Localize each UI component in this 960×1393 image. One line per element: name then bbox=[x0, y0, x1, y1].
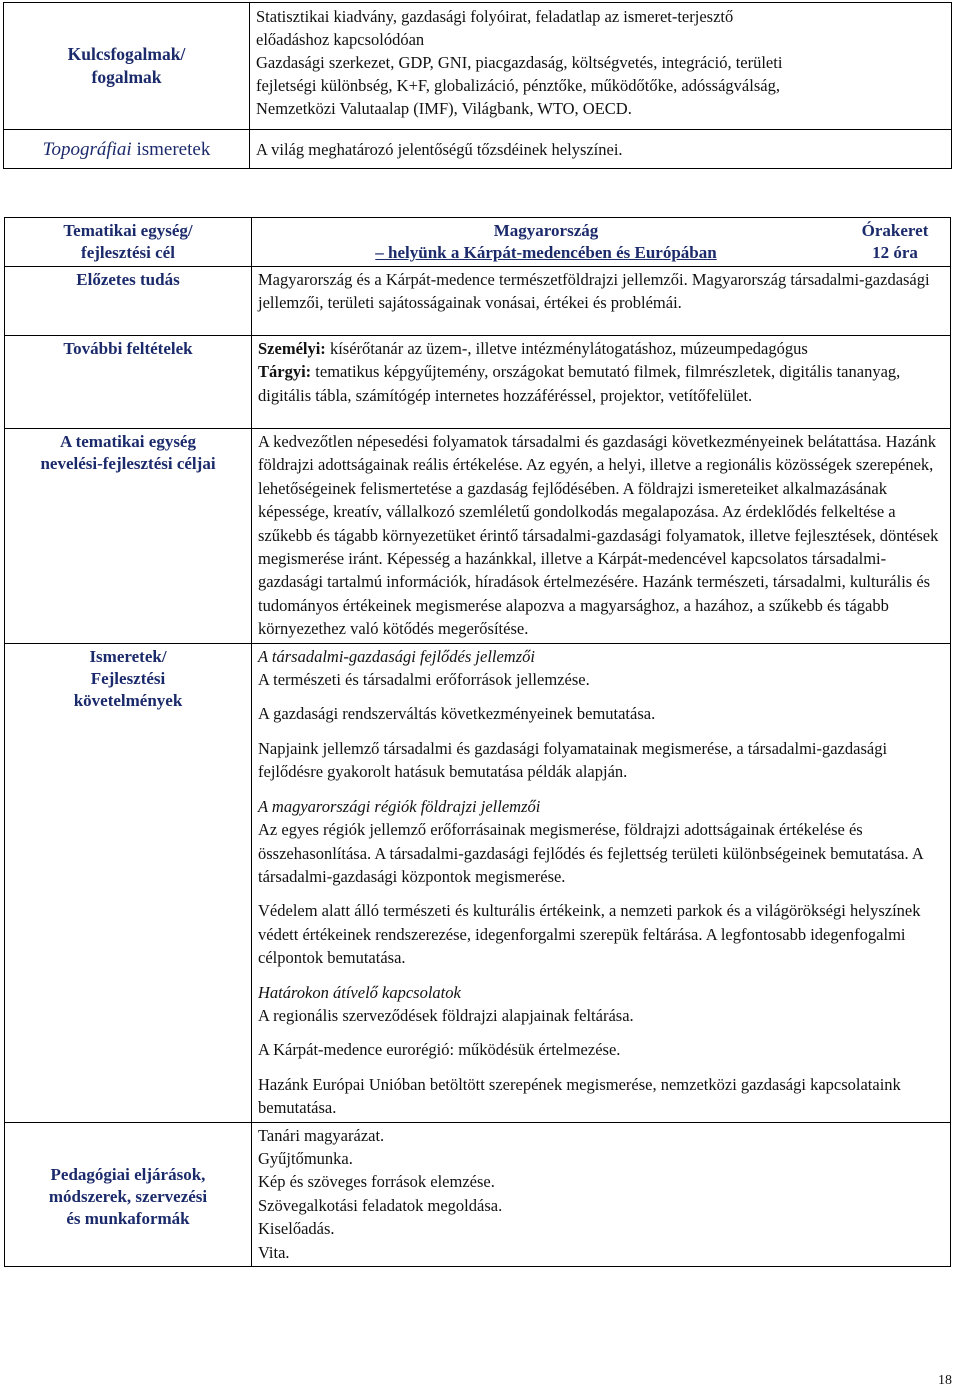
hours-value: 12 óra bbox=[872, 243, 918, 262]
prior-knowledge-text: Magyarország és a Kárpát-medence természetföldrajzi jellemzői. Magyarország társadalmi-gazdasági jellemzői, területi sajátosságainak vonásai, értékei és problémái. bbox=[258, 270, 930, 313]
methods-label-line3: és munkaformák bbox=[66, 1209, 190, 1229]
topography-label-cell bbox=[4, 130, 250, 169]
methods-label-line2: módszerek, szervezési bbox=[48, 1187, 208, 1207]
goals-label-cell bbox=[5, 429, 252, 644]
personal-conditions bbox=[258, 337, 946, 360]
goals-content-cell bbox=[252, 429, 951, 644]
header-row bbox=[5, 218, 951, 267]
methods-content-cell bbox=[252, 1122, 951, 1266]
conditions-content-cell bbox=[252, 336, 951, 429]
prior-knowledge-content-cell bbox=[252, 267, 951, 336]
goals-label-line1: A tematikai egység bbox=[60, 432, 196, 451]
section-title: A társadalmi-gazdasági fejlődés jellemzői bbox=[258, 646, 535, 666]
page-number: 18 bbox=[938, 1373, 952, 1388]
section-title: Határokon átívelő kapcsolatok bbox=[258, 982, 461, 1002]
prior-knowledge-label-cell bbox=[5, 267, 252, 336]
method-item: Szövegalkotási feladatok megoldása. bbox=[258, 1195, 503, 1215]
requirements-label-line1: Ismeretek/ bbox=[89, 646, 167, 666]
personal-conditions-label: Személyi: bbox=[258, 339, 326, 358]
goals-label-line2: nevelési-fejlesztési céljai bbox=[40, 454, 216, 473]
goals-text: A kedvezőtlen népesedési folyamatok társadalmi és gazdasági következményeinek belátattása. Hazánk földrajzi adottságainak reális értékelése. Az egyén, a helyi, illetve a regionális közösségek szerepének, lehetőségeinek felismertetése a gazdaság fejlődésében. A földrajzi ismereteiket alkalmazásának képessége, kreatív, vállalkozó szemléletű gondolkodás megalapozása. Az érdeklődés felkeltése a szűkebb és tágabb környezetüket érintő társadalmi-gazdasági folyamatok, illetve fejlesztések, döntések megismerése iránt. Képesség a hazánkkal, illetve a Kárpát-medencével kapcsolatos társadalmi-gazdasági tartalmú információk, híradások értelmezésére. Hazánk természeti, társadalmi, kulturális és tudományos értékeinek megismerése alapozva a magyarsághoz, a hazához, a szűkebb és tágabb környezethez való kötődés megerősítése. bbox=[258, 432, 939, 639]
requirement-paragraph: A regionális szerveződések földrajzi alapjainak feltárása. bbox=[258, 1005, 634, 1025]
unit-label-line1: Tematikai egység/ bbox=[63, 221, 193, 240]
methods-label-cell bbox=[5, 1122, 252, 1266]
requirement-paragraph: A gazdasági rendszerváltás következményeinek bemutatása. bbox=[258, 704, 656, 724]
key-concepts-line: Statisztikai kiadvány, gazdasági folyóirat, feladatlap az ismeret-terjesztő bbox=[256, 7, 734, 26]
material-conditions bbox=[258, 360, 946, 407]
requirements-label-cell bbox=[5, 643, 252, 1122]
requirement-paragraph: A természeti és társadalmi erőforrások jellemzése. bbox=[258, 670, 590, 690]
key-concepts-label-line2: fogalmak bbox=[91, 67, 162, 87]
key-concepts-line: előadáshoz kapcsolódóan bbox=[256, 30, 425, 49]
prior-knowledge-row bbox=[5, 267, 951, 336]
unit-subtitle: – helyünk a Kárpát-medencében és Európában bbox=[375, 243, 717, 262]
prior-knowledge-label: Előzetes tudás bbox=[76, 270, 180, 289]
requirement-paragraph: Hazánk Európai Unióban betöltött szerepének megismerése, nemzetközi gazdasági kapcsolataink bemutatása. bbox=[258, 1074, 901, 1118]
method-item: Tanári magyarázat. bbox=[258, 1125, 385, 1145]
requirements-content-cell bbox=[252, 643, 951, 1122]
topography-text: A világ meghatározó jelentőségű tőzsdéinek helyszínei. bbox=[256, 139, 623, 159]
conditions-row bbox=[5, 336, 951, 429]
thematic-unit-table bbox=[4, 217, 951, 1267]
unit-title-cell bbox=[252, 218, 951, 267]
method-item: Kiselőadás. bbox=[258, 1219, 335, 1239]
requirements-row bbox=[5, 643, 951, 1122]
goals-row bbox=[5, 429, 951, 644]
topography-row bbox=[4, 130, 952, 169]
unit-label-line2: fejlesztési cél bbox=[81, 243, 175, 262]
key-concepts-line: Nemzetközi Valutaalap (IMF), Világbank, WTO, OECD. bbox=[256, 99, 632, 118]
conditions-label-cell bbox=[5, 336, 252, 429]
requirement-paragraph: Védelem alatt álló természeti és kulturális értékeink, a nemzeti parkok és a világörökségi helyszínek védett értékeinek rendszerezése, idegenforgalmi szerepük feltárása. A legfontosabb idegenfogalmi célpontok bemutatása. bbox=[258, 901, 921, 968]
key-concepts-label-cell bbox=[4, 3, 250, 130]
summary-table bbox=[3, 2, 952, 169]
requirement-paragraph: A Kárpát-medence eurorégió: működésük értelmezése. bbox=[258, 1040, 621, 1060]
unit-title: Magyarország bbox=[493, 221, 599, 240]
requirements-label-line3: követelmények bbox=[73, 690, 183, 710]
methods-label-line1: Pedagógiai eljárások, bbox=[50, 1165, 206, 1185]
requirement-paragraph: Az egyes régiók jellemző erőforrásainak megismerése, földrajzi adottságainak értékelése és összehasonlítása. A társadalmi-gazdasági fejlődés és fejlettség területi különbségeinek bemutatása. A társadalmi-gazdasági központok megismerése. bbox=[258, 820, 923, 886]
key-concepts-line: Gazdasági szerkezet, GDP, GNI, piacgazdaság, költségvetés, integráció, területi bbox=[256, 53, 783, 72]
material-conditions-label: Tárgyi: bbox=[258, 362, 312, 382]
key-concepts-content-cell bbox=[250, 3, 952, 130]
topography-content-cell bbox=[250, 130, 952, 169]
material-conditions-text: tematikus képgyűjtemény, országokat bemutató filmek, filmrészletek, digitális tananyag, digitális tábla, számítógép internetes hozzáféréssel, projektor, vetítőfelület. bbox=[258, 362, 901, 405]
section-title: A magyarországi régiók földrajzi jellemzői bbox=[258, 796, 541, 816]
key-concepts-line: fejletségi különbség, K+F, globalizáció, pénztőke, működőtőke, adósságválság, bbox=[256, 76, 780, 95]
conditions-label: További feltételek bbox=[63, 339, 193, 358]
methods-row bbox=[5, 1122, 951, 1266]
key-concepts-label-line1: Kulcsfogalmak/ bbox=[67, 44, 186, 64]
unit-label-cell bbox=[5, 218, 252, 267]
requirements-label-line2: Fejlesztési bbox=[90, 668, 166, 688]
method-item: Gyűjtőmunka. bbox=[258, 1148, 353, 1168]
hours-label: Órakeret bbox=[861, 221, 929, 240]
method-item: Kép és szöveges források elemzése. bbox=[258, 1172, 495, 1192]
method-item: Vita. bbox=[258, 1242, 290, 1262]
topography-label-normal: ismeretek bbox=[131, 138, 211, 160]
topography-label-italic: Topográfiai bbox=[42, 138, 132, 160]
requirement-paragraph: Napjaink jellemző társadalmi és gazdasági folyamatainak megismerése, a társadalmi-gazdasági fejlődésre gyakorolt hatásuk bemutatása példák alapján. bbox=[258, 738, 888, 782]
personal-conditions-text: kísérőtanár az üzem-, illetve intézménylátogatáshoz, múzeumpedagógus bbox=[325, 339, 808, 358]
key-concepts-row bbox=[4, 3, 952, 130]
